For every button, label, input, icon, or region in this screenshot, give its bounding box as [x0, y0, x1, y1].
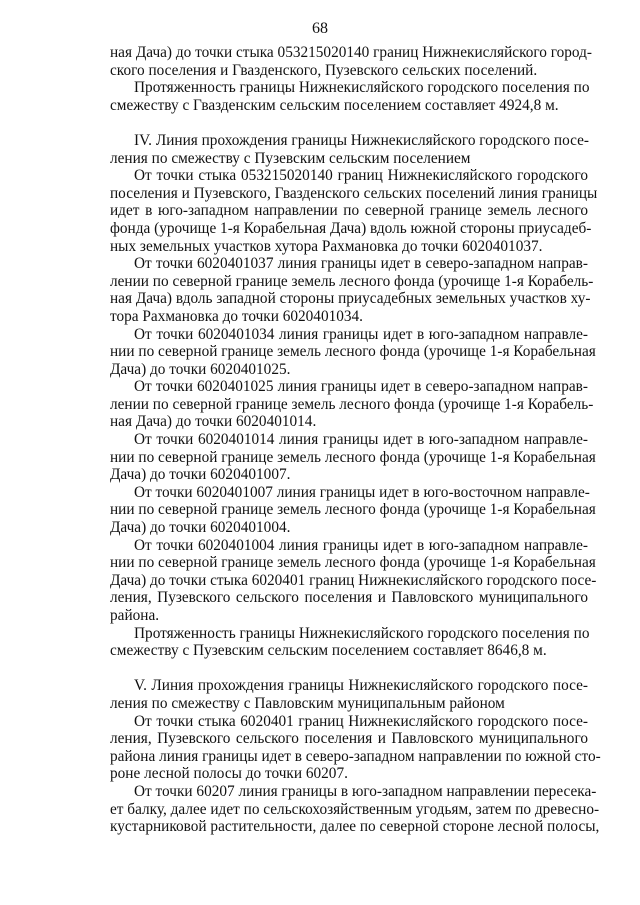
text-line: района.	[110, 607, 160, 624]
section-spacer	[110, 660, 588, 678]
text-line: ет балку, далее идет по сельскохозяйственным угодьям, затем по древесно-	[110, 800, 600, 818]
text-line: От точки 6020401037 линия границы идет в северо-западном направ-	[134, 255, 588, 273]
text-line: ная Дача) до точки стыка 053215020140 границ Нижнекисляйского город-	[110, 44, 593, 61]
text-line: смежеству с Пузевским сельским поселением составляет 8646,8 м.	[110, 642, 547, 660]
paragraph	[110, 167, 598, 255]
text-line: ных земельных участков хутора Рахмановка до точки 6020401037.	[110, 237, 543, 255]
text-line: Протяженность границы Нижнекисляйского городского поселения по	[134, 624, 590, 642]
paragraph	[110, 712, 601, 783]
text-line: нии по северной границе земель лесного фонда (урочище 1-я Корабельная	[110, 554, 596, 572]
text-line: Дача) до точки 6020401025.	[110, 360, 291, 378]
text-line: ления, Пузевского сельского поселения и Павловского муниципального	[110, 589, 588, 607]
text-line: От точки 60207 линия границы в юго-западном направлении пересека-	[134, 782, 597, 800]
text-line: ная Дача) до точки 6020401014.	[110, 413, 317, 431]
paragraph	[110, 378, 594, 431]
section-spacer	[110, 114, 588, 132]
text-line: идет в юго-западном направлении по северной границе земель лесного	[110, 202, 588, 220]
text-line: нии по северной границе земель лесного фонда (урочище 1-я Корабельная	[110, 343, 596, 361]
text-line: ления, Пузевского сельского поселения и Павловского муниципального	[110, 730, 588, 748]
text-line: ского поселения и Гвазденского, Пузевского сельских поселений.	[110, 61, 538, 79]
text-line: От точки 6020401034 линия границы идет в юго-западном направле-	[134, 325, 588, 343]
text-line: района линия границы идет в северо-западном направлении по южной сто-	[110, 747, 601, 765]
text-line: кустарниковой растительности, далее по северной стороне лесной полосы,	[110, 818, 600, 836]
text-line: От точки 6020401014 линия границы идет в юго-западном направле-	[134, 431, 588, 449]
text-line: фонда (урочище 1-я Корабельная Дача) вдоль южной стороны приусадеб-	[110, 219, 592, 237]
text-line: нии по северной границе земель лесного фонда (урочище 1-я Корабельная	[110, 448, 596, 466]
text-line: От точки стыка 053215020140 границ Нижнекисляйского городского	[134, 167, 588, 185]
text-line: тора Рахмановка до точки 6020401034.	[110, 307, 364, 325]
text-line: Дача) до точки 6020401007.	[110, 466, 291, 484]
text-line: поселения и Пузевского, Гвазденского сельских поселений линия границы	[110, 184, 598, 202]
paragraph	[110, 79, 588, 114]
text-line: От точки 6020401007 линия границы идет в юго-восточном направле-	[134, 483, 590, 501]
text-line: От точки 6020401025 линия границы идет в северо-западном направ-	[134, 378, 588, 396]
paragraph	[110, 483, 596, 537]
paragraph	[110, 44, 593, 79]
paragraph	[110, 431, 596, 484]
paragraph	[110, 255, 594, 325]
paragraph	[110, 782, 600, 836]
paragraph	[110, 325, 596, 379]
page-number: 68	[312, 20, 328, 37]
text-line: ная Дача) вдоль западной стороны приусадебных земельных участков ху-	[110, 290, 591, 308]
text-line: смежеству с Гвазденским сельским поселением составляет 4924,8 м.	[110, 96, 559, 114]
text-line: лении по северной границе земель лесного фонда (урочище 1-я Корабель-	[110, 395, 594, 413]
text-line: роне лесной полосы до точки 60207.	[110, 765, 348, 783]
text-line: Дача) до точки стыка 6020401 границ Нижнекисляйского городского посе-	[110, 571, 597, 589]
text-line: нии по северной границе земель лесного фонда (урочище 1-я Корабельная	[110, 501, 596, 519]
text-line: V. Линия прохождения границы Нижнекисляйского городского посе-	[134, 677, 588, 695]
text-line: IV. Линия прохождения границы Нижнекисляйского городского посе-	[134, 131, 590, 149]
document-body	[110, 44, 601, 836]
paragraph	[110, 677, 588, 712]
text-line: От точки 6020401004 линия границы идет в юго-западном направле-	[134, 536, 588, 554]
paragraph	[110, 132, 588, 167]
text-line: От точки стыка 6020401 границ Нижнекисляйского городского посе-	[134, 712, 588, 730]
paragraph	[110, 536, 597, 625]
text-line: Протяженность границы Нижнекисляйского городского поселения по	[134, 79, 590, 97]
text-line: ления по смежеству с Пузевским сельским поселением	[110, 149, 471, 167]
text-line: ления по смежеству с Павловским муниципальным районом	[110, 694, 505, 712]
text-line: лении по северной границе земель лесного фонда (урочище 1-я Корабель-	[110, 272, 594, 290]
text-line: Дача) до точки 6020401004.	[110, 519, 291, 537]
paragraph	[110, 625, 588, 660]
